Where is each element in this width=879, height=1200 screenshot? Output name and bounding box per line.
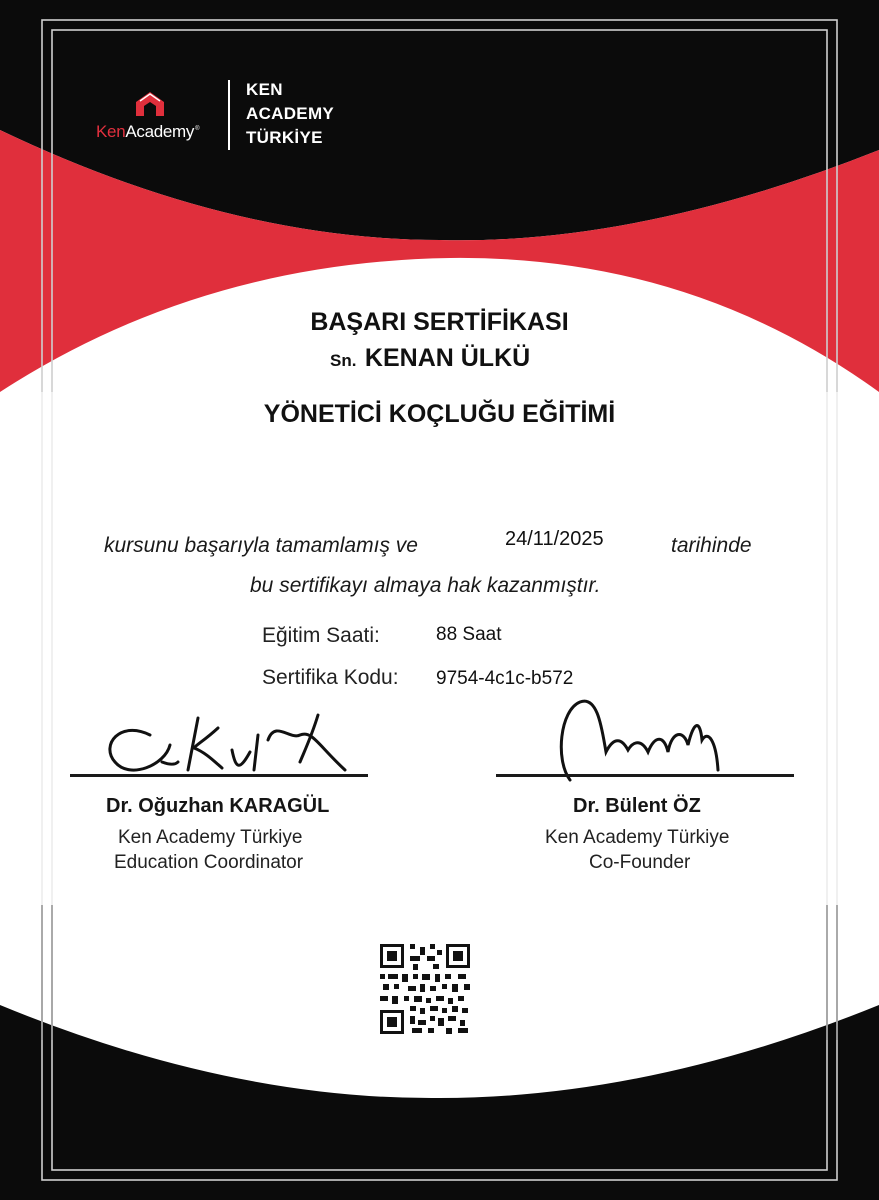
header-line-2: ACADEMY [246,104,335,123]
signature-2-drawing [561,701,718,780]
header-line-1: KEN [246,80,283,99]
recipient-line [330,344,530,373]
signature-line-1 [70,774,368,777]
brand-logo [96,86,216,146]
recipient-name: KENAN ÜLKÜ [364,344,531,372]
signatory-1-org: Ken Academy Türkiye [118,827,303,848]
signature-line-2 [496,774,794,777]
hours-value: 88 Saat [436,624,502,645]
completion-date: 24/11/2025 [505,528,604,550]
course-name: YÖNETİCİ KOÇLUĞU EĞİTİMİ [263,400,616,428]
hours-label: Eğitim Saati: [262,624,380,647]
signatory-1-name: Dr. Oğuzhan KARAGÜL [106,795,330,817]
qr-code [380,944,470,1034]
completion-text-line2: bu sertifikayı almaya hak kazanmıştır. [250,574,601,597]
salutation: Sn. [330,351,357,370]
signatory-2-org: Ken Academy Türkiye [545,827,730,848]
header-line-3: TÜRKİYE [246,128,323,147]
signature-1-drawing [110,715,345,770]
logo-divider [228,80,230,150]
signatory-2-name: Dr. Bülent ÖZ [573,795,701,817]
completion-text-part2: tarihinde [671,534,752,557]
signatory-2-role: Co-Founder [589,852,691,873]
signatory-1-role: Education Coordinator [114,852,304,873]
brand-logo-text: KenAcademy® [96,122,200,141]
code-value: 9754-4c1c-b572 [436,668,574,689]
certificate-title: BAŞARI SERTİFİKASI [310,308,569,336]
completion-text-part1: kursunu başarıyla tamamlamış ve [104,534,418,557]
code-label: Sertifika Kodu: [262,666,399,689]
